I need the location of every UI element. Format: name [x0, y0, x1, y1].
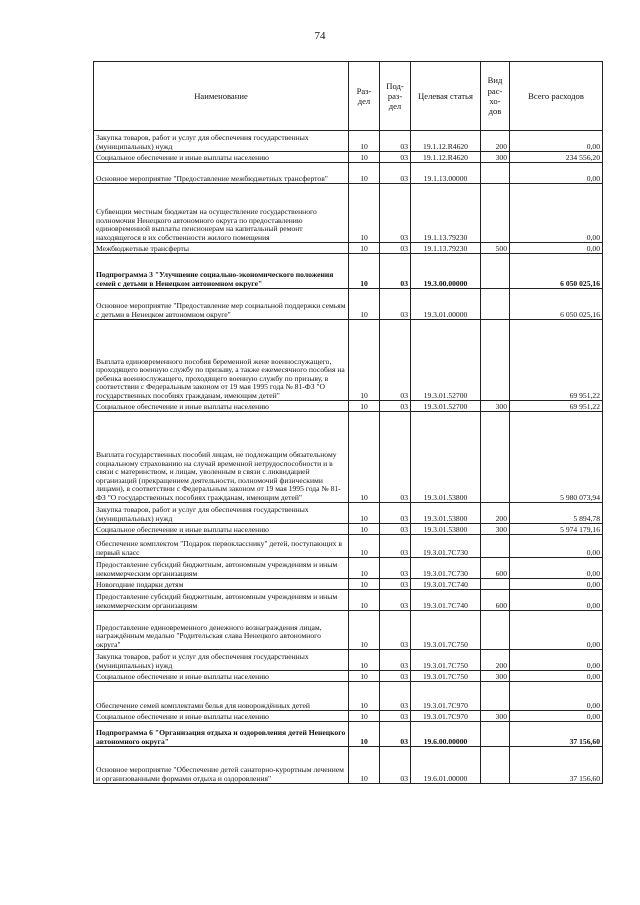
row-total: 0,00	[510, 184, 603, 243]
row-subsection: 03	[380, 320, 411, 401]
row-section: 10	[349, 243, 380, 254]
row-subsection: 03	[380, 163, 411, 184]
row-target: 19.3.01.52700	[411, 401, 481, 412]
row-target: 19.3.01.7С750	[411, 611, 481, 650]
table-row	[94, 747, 603, 784]
row-section: 10	[349, 503, 380, 524]
row-name: Основное мероприятие "Обеспечение детей санаторно-курортным лечением и организованными формами отдыха и оздоровления"	[94, 747, 349, 784]
row-name: Закупка товаров, работ и услуг для обеспечения государственных (муниципальных) нужд	[94, 650, 349, 671]
row-subsection: 03	[380, 558, 411, 579]
row-subsection: 03	[380, 401, 411, 412]
row-target: 19.3.01.53800	[411, 503, 481, 524]
row-section: 10	[349, 650, 380, 671]
row-section: 10	[349, 590, 380, 611]
row-type	[481, 254, 510, 289]
row-section: 10	[349, 579, 380, 590]
row-name: Предоставление субсидий бюджетным, автономным учреждениям и иным некоммерческим организациям	[94, 558, 349, 579]
row-total: 5 980 073,94	[510, 412, 603, 503]
row-type: 200	[481, 131, 510, 152]
row-total: 0,00	[510, 682, 603, 711]
row-section: 10	[349, 747, 380, 784]
row-total: 69 951,22	[510, 320, 603, 401]
row-target: 19.6.01.00000	[411, 747, 481, 784]
table-row	[94, 163, 603, 184]
row-target: 19.3.01.52700	[411, 320, 481, 401]
row-section: 10	[349, 163, 380, 184]
row-total: 6 050 025,16	[510, 254, 603, 289]
row-total: 37 156,60	[510, 747, 603, 784]
row-subsection: 03	[380, 254, 411, 289]
row-target: 19.3.01.7С740	[411, 579, 481, 590]
row-target: 19.3.00.00000	[411, 254, 481, 289]
row-type	[481, 320, 510, 401]
row-type: 300	[481, 401, 510, 412]
row-name: Подпрограмма 3 "Улучшение социально-экономического положения семей с детьми в Ненецком автономном округе"	[94, 254, 349, 289]
table-row	[94, 558, 603, 579]
row-section: 10	[349, 320, 380, 401]
row-name: Выплата государственных пособий лицам, не подлежащим обязательному социальному страхованию на случай временной нетрудоспособности и в связи с материнством, и лицам, уволенным в связи с ликвидацией организаций (прекращением деятельности, полномочий физическими лицами), в соответствии с Федеральным законом от 19 мая 1995 года № 81-ФЗ "О государственных пособиях гражданам, имеющим детей"	[94, 412, 349, 503]
row-subsection: 03	[380, 671, 411, 682]
row-subsection: 03	[380, 131, 411, 152]
row-target: 19.3.01.53800	[411, 524, 481, 535]
row-type	[481, 535, 510, 558]
column-header-type: Вид рас- хо- дов	[481, 62, 510, 131]
row-type	[481, 747, 510, 784]
row-target: 19.6.00.00000	[411, 722, 481, 747]
row-target: 19.3.01.7С750	[411, 650, 481, 671]
row-name: Межбюджетные трансферты	[94, 243, 349, 254]
table-row	[94, 711, 603, 722]
row-subsection: 03	[380, 722, 411, 747]
row-section: 10	[349, 289, 380, 320]
column-header-total: Всего расходов	[510, 62, 603, 131]
row-type	[481, 611, 510, 650]
row-target: 19.3.01.7С970	[411, 682, 481, 711]
budget-rows	[94, 131, 603, 784]
row-target: 19.3.01.7С970	[411, 711, 481, 722]
row-section: 10	[349, 524, 380, 535]
row-section: 10	[349, 682, 380, 711]
row-name: Предоставление субсидий бюджетным, автономным учреждениям и иным некоммерческим организациям	[94, 590, 349, 611]
row-subsection: 03	[380, 747, 411, 784]
row-subsection: 03	[380, 412, 411, 503]
row-type	[481, 412, 510, 503]
row-section: 10	[349, 131, 380, 152]
row-subsection: 03	[380, 535, 411, 558]
table-row	[94, 131, 603, 152]
row-total: 0,00	[510, 650, 603, 671]
row-subsection: 03	[380, 289, 411, 320]
row-name: Предоставление единовременного денежного вознаграждения лицам, награждённым медалью "Родительская слава Ненецкого автономного округа"	[94, 611, 349, 650]
row-total: 0,00	[510, 558, 603, 579]
budget-table	[93, 61, 603, 784]
table-row	[94, 535, 603, 558]
row-type	[481, 184, 510, 243]
row-name: Социальное обеспечение и иные выплаты населению	[94, 711, 349, 722]
column-header-target: Целевая статья	[411, 62, 481, 131]
row-section: 10	[349, 254, 380, 289]
row-section: 10	[349, 722, 380, 747]
row-total: 5 974 179,16	[510, 524, 603, 535]
table-row	[94, 682, 603, 711]
row-target: 19.3.01.7С740	[411, 590, 481, 611]
row-type: 600	[481, 558, 510, 579]
row-target: 19.3.01.7С730	[411, 535, 481, 558]
row-subsection: 03	[380, 611, 411, 650]
row-total: 0,00	[510, 579, 603, 590]
table-row	[94, 671, 603, 682]
column-header-name: Наименование	[94, 62, 349, 131]
column-header-subsection: Под- раз- дел	[380, 62, 411, 131]
row-name: Новогодние подарки детям	[94, 579, 349, 590]
row-total: 0,00	[510, 131, 603, 152]
row-type	[481, 163, 510, 184]
row-subsection: 03	[380, 524, 411, 535]
row-section: 10	[349, 711, 380, 722]
row-subsection: 03	[380, 579, 411, 590]
row-type	[481, 289, 510, 320]
row-name: Подпрограмма 6 "Организация отдыха и оздоровления детей Ненецкого автономного округа"	[94, 722, 349, 747]
row-name: Основное мероприятие "Предоставление межбюджетных трансфертов"	[94, 163, 349, 184]
row-target: 19.1.13.79230	[411, 184, 481, 243]
row-target: 19.3.01.7С750	[411, 671, 481, 682]
row-section: 10	[349, 152, 380, 163]
table-row	[94, 722, 603, 747]
row-subsection: 03	[380, 243, 411, 254]
row-target: 19.3.01.7С730	[411, 558, 481, 579]
row-subsection: 03	[380, 711, 411, 722]
row-subsection: 03	[380, 503, 411, 524]
row-total: 5 894,78	[510, 503, 603, 524]
table-row	[94, 524, 603, 535]
table-row	[94, 611, 603, 650]
table-row	[94, 289, 603, 320]
row-total: 0,00	[510, 243, 603, 254]
row-type: 200	[481, 650, 510, 671]
row-subsection: 03	[380, 184, 411, 243]
row-name: Субвенции местным бюджетам на осуществление государственного полномочия Ненецкого автономного округа по предоставлению единовременной выплаты пенсионерам на капитальный ремонт находящегося в их собственности жилого помещения	[94, 184, 349, 243]
row-name: Выплата единовременного пособия беременной жене военнослужащего, проходящего военную службу по призыву, а также ежемесячного пособия на ребенка военнослужащего, проходящего военную службу по призыву, в соответствии с Федеральным законом от 19 мая 1995 года № 81-ФЗ "О государственных пособиях гражданам, имеющим детей"	[94, 320, 349, 401]
row-name: Социальное обеспечение и иные выплаты населению	[94, 401, 349, 412]
row-subsection: 03	[380, 590, 411, 611]
row-total: 69 951,22	[510, 401, 603, 412]
row-total: 0,00	[510, 590, 603, 611]
row-section: 10	[349, 412, 380, 503]
row-type: 300	[481, 671, 510, 682]
row-total: 0,00	[510, 611, 603, 650]
row-name: Социальное обеспечение и иные выплаты населению	[94, 671, 349, 682]
row-section: 10	[349, 401, 380, 412]
table-row	[94, 650, 603, 671]
row-total: 234 556,20	[510, 152, 603, 163]
table-row	[94, 401, 603, 412]
table-row	[94, 579, 603, 590]
column-header-section: Раз- дел	[349, 62, 380, 131]
row-name: Социальное обеспечение и иные выплаты населению	[94, 152, 349, 163]
row-total: 0,00	[510, 163, 603, 184]
row-target: 19.3.01.53800	[411, 412, 481, 503]
row-type: 600	[481, 590, 510, 611]
row-subsection: 03	[380, 682, 411, 711]
row-type: 300	[481, 711, 510, 722]
row-type	[481, 722, 510, 747]
page-number: 74	[314, 30, 326, 42]
table-row	[94, 503, 603, 524]
row-type: 300	[481, 152, 510, 163]
row-subsection: 03	[380, 152, 411, 163]
row-name: Основное мероприятие "Предоставление мер социальной поддержки семьям с детьми в Ненецком автономном округе"	[94, 289, 349, 320]
row-name: Обеспечение семей комплектами белья для новорождённых детей	[94, 682, 349, 711]
row-type	[481, 579, 510, 590]
table-row	[94, 152, 603, 163]
row-target: 19.1.13.00000	[411, 163, 481, 184]
row-type	[481, 682, 510, 711]
row-target: 19.1.12.R4620	[411, 152, 481, 163]
row-name: Социальное обеспечение и иные выплаты населению	[94, 524, 349, 535]
row-target: 19.1.13.79230	[411, 243, 481, 254]
row-type: 300	[481, 524, 510, 535]
row-total: 6 050 025,16	[510, 289, 603, 320]
row-type: 500	[481, 243, 510, 254]
row-name: Закупка товаров, работ и услуг для обеспечения государственных (муниципальных) нужд	[94, 503, 349, 524]
table-row	[94, 184, 603, 243]
row-section: 10	[349, 558, 380, 579]
row-name: Закупка товаров, работ и услуг для обеспечения государственных (муниципальных) нужд	[94, 131, 349, 152]
row-total: 0,00	[510, 535, 603, 558]
row-target: 19.3.01.00000	[411, 289, 481, 320]
row-section: 10	[349, 671, 380, 682]
row-section: 10	[349, 535, 380, 558]
table-row	[94, 412, 603, 503]
row-total: 37 156,60	[510, 722, 603, 747]
row-target: 19.1.12.R4620	[411, 131, 481, 152]
row-section: 10	[349, 184, 380, 243]
table-header-row	[94, 62, 603, 131]
row-total: 0,00	[510, 711, 603, 722]
table-row	[94, 254, 603, 289]
table-row	[94, 590, 603, 611]
table-row	[94, 243, 603, 254]
row-type: 200	[481, 503, 510, 524]
table-row	[94, 320, 603, 401]
row-subsection: 03	[380, 650, 411, 671]
row-name: Обеспечение комплектом "Подарок первокласснику" детей, поступающих в первый класс	[94, 535, 349, 558]
row-total: 0,00	[510, 671, 603, 682]
row-section: 10	[349, 611, 380, 650]
